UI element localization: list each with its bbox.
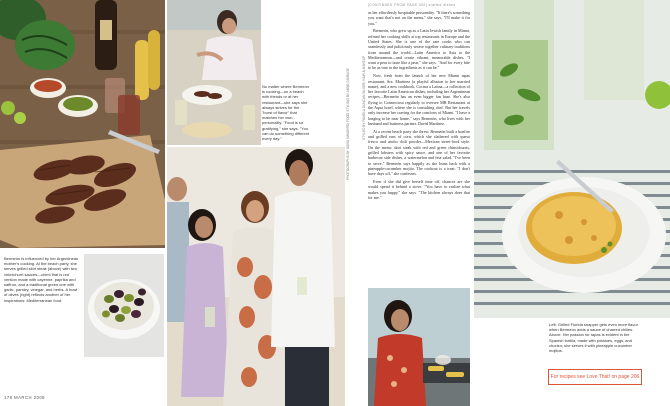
woman-cooking-caption: No matter where Bermeón is cooking—on a beach with friends or at her restaurant—she says she always strives for the "burst of flavor" that matches her own personality. "Food is so gratifying," she says. "You can do something different every day." — [262, 84, 310, 142]
page-folio: 178 MARCH 2008 — [4, 395, 45, 400]
body-paragraph: Now, fresh from the launch of her new Miami tapas restaurant, Sra. Martinez (a playful allusion to her married name), and a new cookbook, Cocina a Latina—a collection of her favorite Latin American dishes, including her Argentinean recipes—Bermeón has an even bigger fan base. She's also flying to Connecticut regularly to oversee MB Restaurant at the Aqua hotel, where she is consulting chef. But her travels only increase her craving for the comforts of Miami. "I have a longing to be near home," says Bermeón, who lives with her husband and business partner, David Martinez. — [368, 73, 470, 126]
tortilla-mojito-photo — [474, 0, 670, 318]
styling-credit-vertical: STYLED BY PAMELA DUNCAN SILVER; HAIR & MAKEUP — [362, 55, 366, 140]
group-photo — [167, 147, 345, 406]
article-body — [368, 10, 470, 290]
body-paragraph: as her effortlessly hospitable personality. "If there's something you want that's not on the menu," she says, "I'll make it for you." — [368, 10, 470, 26]
steak-photo — [0, 0, 165, 248]
body-paragraph: Bermeón, who grew up as a Latin Jewish family in Miami, refined her cooking skills at top restaurants in Europe and the United States. She is one of the rare cooks who can seamlessly and judiciously weave together culinary traditions from around the world—Latin America to Asia to the Mediterranean—and create vibrant, memorable dishes. "I want a pear to taste like a pear," she says. "And for every bite to be as true to the ingredients as it can be." — [368, 28, 470, 71]
photo-credit-vertical: PHOTOGRAPHS BY DAVID NAVARRO; FOOD STYLING BY ANNE DISRUDE — [346, 68, 350, 180]
body-paragraph: At a recent beach party she threw, Bermeón built a bonfire and grilled ears of corn, which she slathered with queso fresco and ancho chili powder—Mexican street-food style. On the menu: skirt steak with red and green chimichurris, grilled lobsters with spicy sauce, and one of her favorite barbecue side dishes, a watermelon and feta salad. "I've been to serve," Bermeón says happily as she leans back with a pineapple-cucumber mojito. The cookout is a treat: "I don't have days off," she confesses. — [368, 128, 470, 177]
woman-cooking-photo — [167, 0, 261, 145]
woman-grilling-photo — [368, 288, 470, 406]
olives-photo — [84, 254, 164, 357]
tortilla-caption: Left: Grilled Florida snapper gets even more flavor when Bermeón adds a sauce of charred chilies. Above: Her passion for tapas is evident in the Spanish tortilla, made with potatoes, eggs, and chorizo; she serves it with pineapple cucumber mojitos. — [549, 322, 638, 354]
steak-caption: Bermeón is influenced by her Argentinean mother's cooking. At the beach party, she serves grilled skirt steak (above) with two chimichurri sauces—chimi that is red version made with cayenne, paprika and saffron, and a traditional green one with garlic, parsley, vinegar, and herbs. A bowl of olives (right) reflects another of her inspirations: Mediterranean food. — [4, 256, 79, 303]
running-head: [CONTINUED FROM PAGE 000] crafted dishes — [368, 3, 456, 7]
body-paragraph: Even if she did give herself time off, chances are she would spend it behind a stove. "You have to realize what makes you happy," she says. "The kitchen always does that for me." — [368, 178, 470, 200]
recipe-reference-link[interactable]: For recipes see Love That! on page 206 — [548, 369, 642, 385]
